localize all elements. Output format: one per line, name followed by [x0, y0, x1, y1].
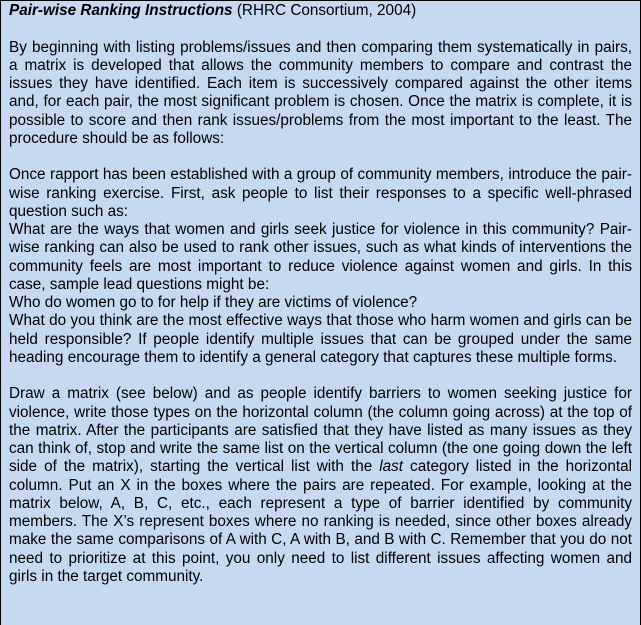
heading-line — [9, 1, 632, 20]
emphasis-last: last — [379, 458, 404, 476]
page-title: Pair-wise Ranking Instructions — [9, 2, 233, 19]
intro-paragraph: By beginning with listing problems/issues and then comparing them systematically in pairs, a matrix is developed that allows the community members to compare and contrast the issues they have identified. Each item is successively compared against the other items and, for each pair, the most significant problem is chosen. Once the matrix is complete, it is possible to score and then rank issues/problems from the most important to the least. The procedure should be as follows: — [9, 38, 632, 147]
spacer — [9, 148, 632, 166]
lead-question-1: Who do women go to for help if they are victims of violence? — [9, 294, 418, 311]
spacer — [9, 20, 632, 38]
sample-question-paragraph: What are the ways that women and girls seek justice for violence in this community? Pair-wise ranking can also be used to rank other issues, such as what kinds of interventions the community feels are most important to reduce violence against women and girls. In this case, sample lead questions might be: — [9, 221, 632, 293]
matrix-text-start: Draw a matrix (see below) and as people identify barriers to women seeking justice for violence, write those types on the horizontal column (the column going across) at the top of the matrix. After the participants are satisfied that they have listed as many issues as they can think of, stop and write the same list on the vertical column (the one going down the left side of the matrix), starting the vertical list with the — [9, 385, 632, 476]
procedure-paragraph: Once rapport has been established with a group of community members, introduce the pair-wise ranking exercise. First, ask people to list their responses to a specific well-phrased question such as: — [9, 166, 632, 220]
matrix-text-end: category listed in the horizontal column. Put an X in the boxes where the pairs are repeated. For example, looking at the matrix below, A, B, C, etc., each represent a type of barrier identified by community members. The X’s represent boxes where no ranking is needed, since other boxes already make the same comparisons of A with C, A with B, and B with C. Remember that you do not need to prioritize at this point, you only need to list different issues affecting women and girls in the target community. — [9, 458, 632, 585]
spacer — [9, 367, 632, 385]
citation: (RHRC Consortium, 2004) — [236, 2, 417, 19]
matrix-paragraph — [9, 385, 632, 586]
lead-question-2: What do you think are the most effective ways that those who harm women and girls can be held responsible? If people identify multiple issues that can be grouped under the same heading encourage them to identify a general category that captures these multiple forms. — [9, 312, 632, 366]
